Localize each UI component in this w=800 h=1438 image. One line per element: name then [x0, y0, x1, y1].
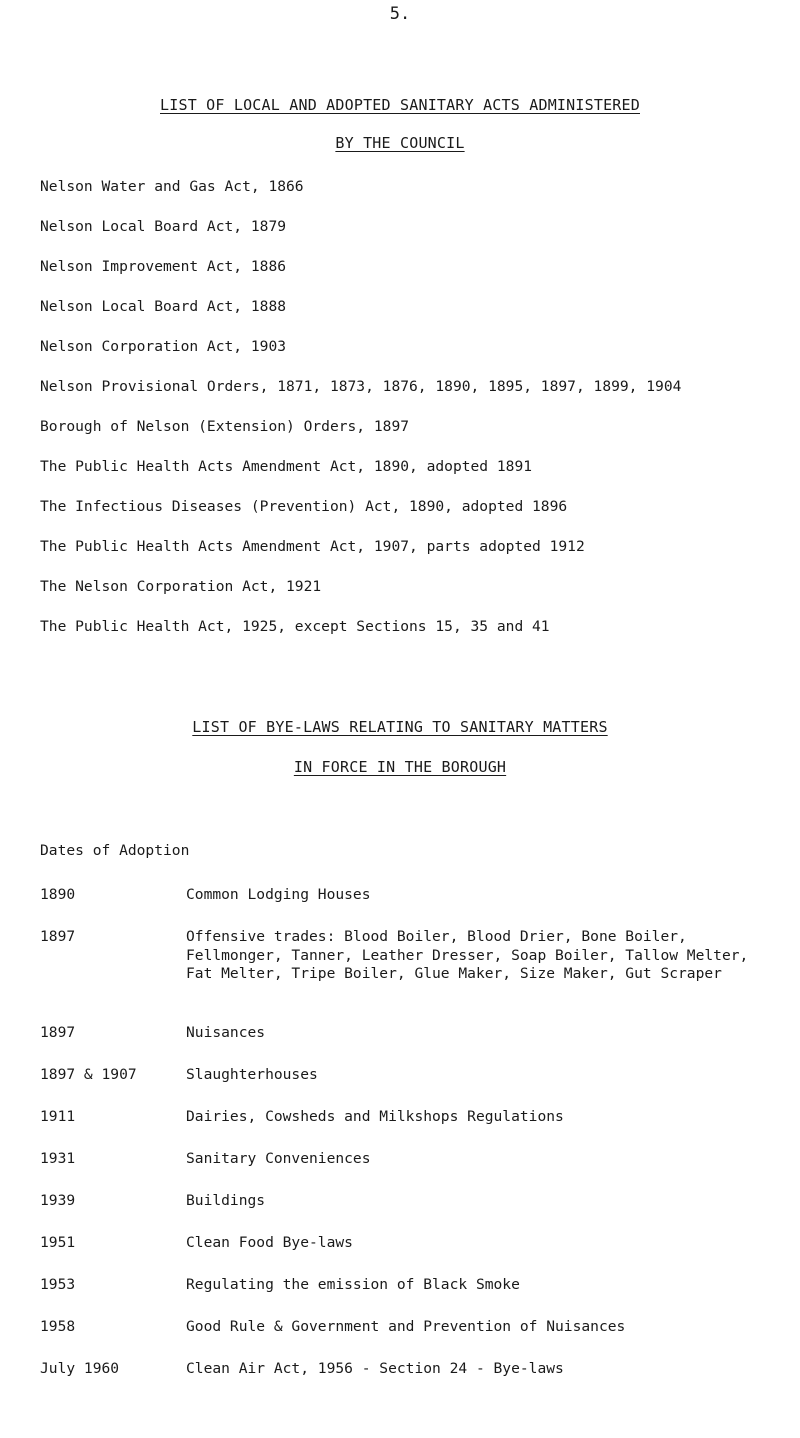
act-item: Nelson Local Board Act, 1888 [40, 298, 287, 315]
byelaw-subject: Offensive trades: Blood Boiler, Blood Drier, Bone Boiler, Fellmonger, Tanner, Leather Dresser, Soap Boiler, Tallow Melter, Fat Melter, Tripe Boiler, Glue Maker, Size Maker, Gut Scraper [186, 928, 749, 982]
act-item: The Nelson Corporation Act, 1921 [40, 578, 322, 595]
byelaws-heading-line1-text: LIST OF BYE-LAWS RELATING TO SANITARY MATTERS [192, 718, 608, 736]
byelaw-subject: Common Lodging Houses [186, 886, 371, 903]
byelaw-subject: Regulating the emission of Black Smoke [186, 1276, 520, 1293]
byelaw-date: 1951 [40, 1234, 76, 1251]
byelaw-row [40, 1192, 766, 1234]
byelaws-heading-line2-text: IN FORCE IN THE BOROUGH [293, 758, 507, 776]
byelaw-row [40, 928, 766, 1024]
act-item: The Public Health Acts Amendment Act, 1907, parts adopted 1912 [40, 538, 585, 555]
act-item: Borough of Nelson (Extension) Orders, 1897 [40, 418, 410, 435]
acts-heading-line2-text: BY THE COUNCIL [335, 134, 465, 152]
dates-of-adoption-label: Dates of Adoption [40, 842, 190, 859]
acts-heading-line1 [0, 96, 800, 114]
byelaw-row [40, 1150, 766, 1192]
act-item: Nelson Improvement Act, 1886 [40, 258, 287, 275]
page-number: 5. [389, 4, 411, 24]
act-item: Nelson Provisional Orders, 1871, 1873, 1876, 1890, 1895, 1897, 1899, 1904 [40, 378, 682, 395]
byelaw-date: 1897 & 1907 [40, 1066, 137, 1083]
act-item: The Public Health Acts Amendment Act, 1890, adopted 1891 [40, 458, 533, 475]
act-item: Nelson Local Board Act, 1879 [40, 218, 287, 235]
byelaw-row [40, 1318, 766, 1360]
act-item: Nelson Water and Gas Act, 1866 [40, 178, 304, 195]
byelaw-row [40, 1024, 766, 1066]
byelaw-subject: Sanitary Conveniences [186, 1150, 371, 1167]
byelaw-date: 1897 [40, 928, 76, 945]
byelaw-subject: Dairies, Cowsheds and Milkshops Regulations [186, 1108, 564, 1125]
act-item: Nelson Corporation Act, 1903 [40, 338, 287, 355]
byelaw-subject: Clean Air Act, 1956 - Section 24 - Bye-laws [186, 1360, 564, 1377]
byelaw-subject: Clean Food Bye-laws [186, 1234, 353, 1251]
byelaw-date: 1897 [40, 1024, 76, 1041]
byelaw-row [40, 1066, 766, 1108]
byelaw-date: July 1960 [40, 1360, 120, 1377]
byelaws-heading-line2 [0, 758, 800, 776]
acts-heading-line1-text: LIST OF LOCAL AND ADOPTED SANITARY ACTS ADMINISTERED [160, 96, 640, 114]
act-item: The Infectious Diseases (Prevention) Act, 1890, adopted 1896 [40, 498, 568, 515]
byelaw-date: 1939 [40, 1192, 76, 1209]
byelaw-subject: Slaughterhouses [186, 1066, 318, 1083]
byelaw-subject: Buildings [186, 1192, 266, 1209]
byelaw-date: 1911 [40, 1108, 76, 1125]
byelaw-subject: Good Rule & Government and Prevention of Nuisances [186, 1318, 626, 1335]
byelaw-date: 1931 [40, 1150, 76, 1167]
acts-heading-line2 [0, 134, 800, 152]
byelaw-row [40, 886, 766, 928]
byelaw-row [40, 1360, 766, 1402]
byelaw-row [40, 1234, 766, 1276]
byelaw-date: 1958 [40, 1318, 76, 1335]
byelaw-row [40, 1108, 766, 1150]
byelaws-list [40, 886, 766, 1402]
byelaw-row [40, 1276, 766, 1318]
byelaw-subject: Nuisances [186, 1024, 266, 1041]
byelaw-date: 1953 [40, 1276, 76, 1293]
acts-list [40, 177, 681, 657]
act-item: The Public Health Act, 1925, except Sections 15, 35 and 41 [40, 618, 550, 635]
byelaws-heading-line1 [0, 718, 800, 736]
byelaw-date: 1890 [40, 886, 76, 903]
